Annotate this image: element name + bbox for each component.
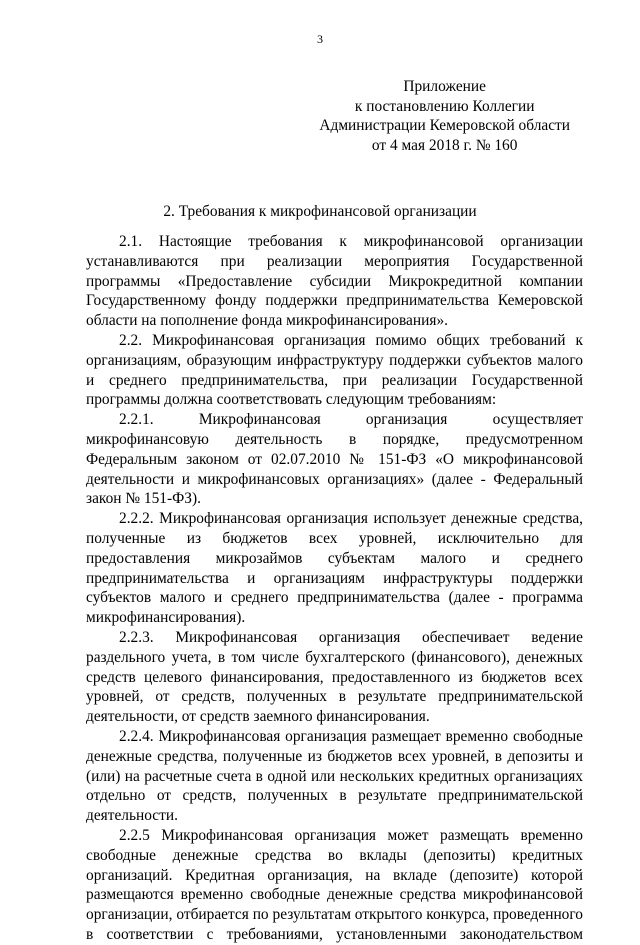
paragraph-2-2: 2.2. Микрофинансовая организация помимо общих требований к организациям, образующим инфраструктуру поддержки субъектов малого и среднего предпринимательства, при реализации Государственной программы должна соответствовать следующим требованиям: [86, 331, 583, 409]
paragraph-2-2-1: 2.2.1. Микрофинансовая организация осуществляет микрофинансовую деятельность в порядке, предусмотренном Федеральным законом от 02.07.2010 № 151-ФЗ «О микрофинансовой деятельности и микрофинансовых организациях» (далее - Федеральный закон № 151-ФЗ). [86, 411, 583, 508]
paragraph-2-2-5: 2.2.5 Микрофинансовая организация может размещать временно свободные денежные средства во вклады (депозиты) кредитных организаций. Кредитная организация, на вкладе (депозите) которой размещаются временно свободные денежные средства микрофинансовой организации, отбирается по результатам открытого конкурса, проведенного в соответствии с требованиями, установленными законодательством [86, 826, 583, 943]
appendix-date-number: от 4 мая 2018 г. № 160 [371, 136, 518, 154]
appendix-authority: Администрации Кемеровской области [319, 117, 570, 134]
paragraph-2-2-2: 2.2.2. Микрофинансовая организация использует денежные средства, полученные из бюджетов всех уровней, исключительно для предоставления микрозаймов субъектам малого и среднего предпринимательства и организациям инфраструктуры поддержки субъектов малого и среднего предпринимательства (далее - программа микрофинансирования). [86, 510, 583, 627]
appendix-title: Приложение [403, 78, 486, 95]
paragraph-2-2-4: 2.2.4. Микрофинансовая организация размещает временно свободные денежные средства, полученные из бюджетов всех уровней, в депозиты и (или) на расчетные счета в одной или нескольких кредитных организациях отдельно от средств, полученных в результате предпринимательской деятельности. [86, 727, 583, 825]
paragraph-2-2-3: 2.2.3. Микрофинансовая организация обеспечивает ведение раздельного учета, в том числе бухгалтерского (финансового), денежных средств целевого финансирования, предоставленного из бюджетов всех уровней, от средств, полученных в результате предпринимательской деятельности, от средств заемного финансирования. [86, 628, 583, 726]
document-body [86, 232, 583, 945]
section-title: 2. Требования к микрофинансовой организации [163, 203, 477, 220]
appendix-resolution: к постановлению Коллегии [354, 97, 535, 115]
appendix-header [319, 77, 570, 155]
page-number: 3 [317, 32, 323, 46]
paragraph-2-1: 2.1. Настоящие требования к микрофинансовой организации устанавливаются при реализации мероприятия Государственной программы «Предоставление субсидии Микрокредитной компании Государственному фонду поддержки предпринимательства Кемеровской области на пополнение фонда микрофинансирования». [86, 233, 583, 330]
